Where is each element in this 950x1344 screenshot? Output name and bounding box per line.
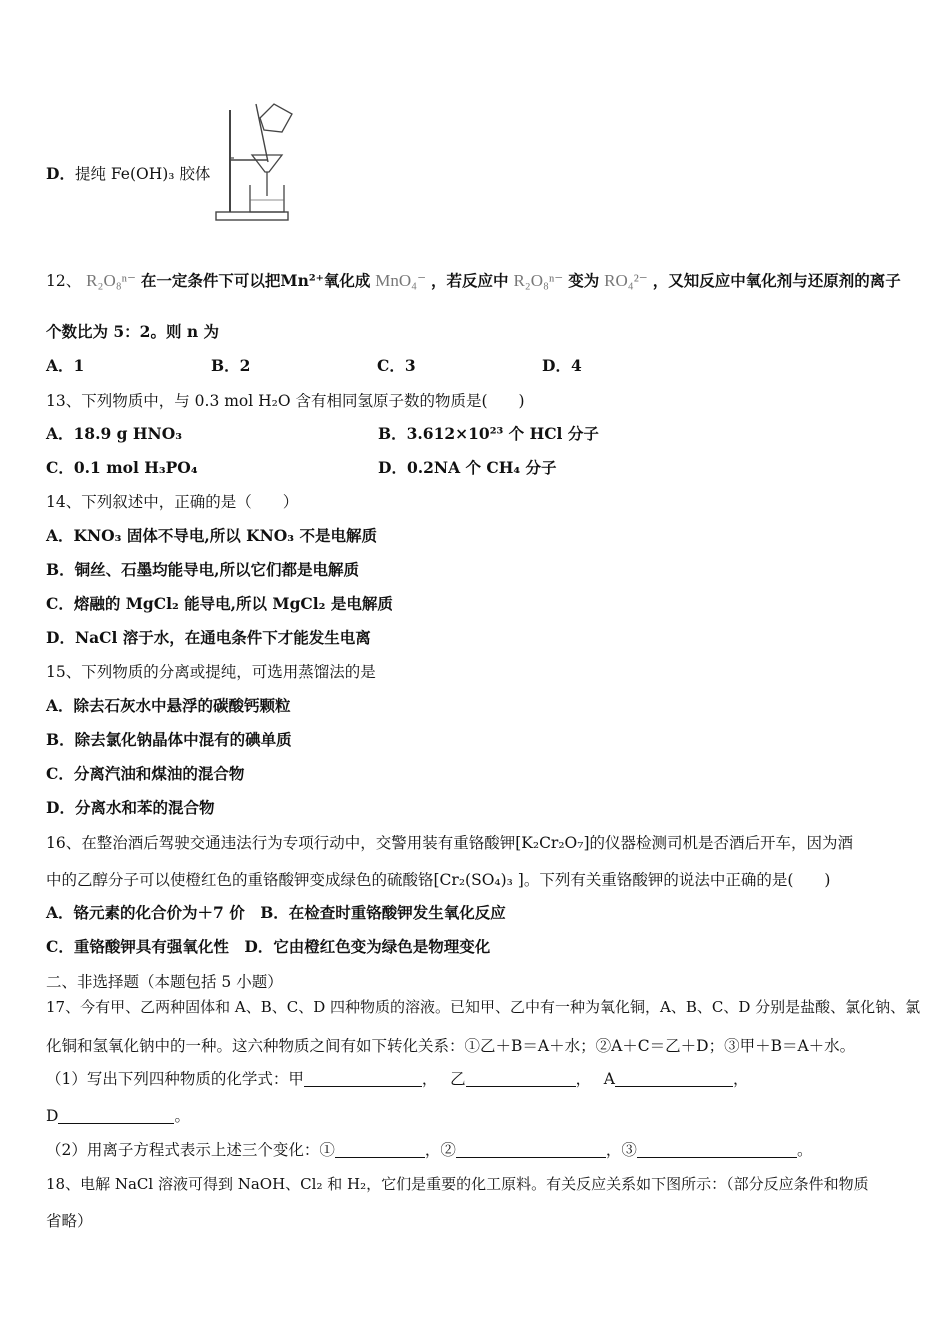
answer-blank-eq2[interactable]	[456, 1141, 606, 1158]
answer-blank-yi[interactable]	[466, 1070, 576, 1087]
q12-formula-mno4: MnO₄⁻	[375, 271, 427, 290]
filtration-apparatus-icon	[212, 100, 294, 225]
q16-options-cd: C．重铬酸钾具有强氧化性 D．它由橙红色变为绿色是物理变化	[46, 937, 491, 956]
q15-stem: 15、下列物质的分离或提纯，可选用蒸馏法的是	[46, 663, 376, 681]
q13-option-d: D．0.2NA 个 CH₄ 分子	[378, 458, 557, 477]
q16-options-ab: A．铬元素的化合价为＋7 价 B．在检查时重铬酸钾发生氧化反应	[46, 903, 506, 922]
q18-stem-line1: 18、电解 NaCl 溶液可得到 NaOH、Cl₂ 和 H₂，它们是重要的化工原料。有关反应关系如下图所示：（部分反应条件和物质	[46, 1175, 869, 1193]
q12-option-b: B．2	[211, 356, 251, 375]
section-heading: 二、非选择题（本题包括 5 小题）	[46, 973, 283, 991]
q13-option-c: C．0.1 mol H₃PO₄	[46, 458, 198, 477]
q14-option-a: A．KNO₃ 固体不导电,所以 KNO₃ 不是电解质	[46, 526, 377, 545]
q14-option-c: C．熔融的 MgCl₂ 能导电,所以 MgCl₂ 是电解质	[46, 594, 393, 613]
q12-formula-ro4: RO₄²⁻	[604, 271, 648, 290]
q12-stem-line1: 12、 R₂O₈ⁿ⁻ 在一定条件下可以把Mn²⁺氧化成 MnO₄⁻ ，若反应中 R₂O₈ⁿ⁻ 变为 RO₄²⁻ ，又知反应中氧化剂与还原剂的离子	[46, 271, 901, 290]
q15-option-c: C．分离汽油和煤油的混合物	[46, 764, 245, 783]
answer-blank-jia[interactable]	[304, 1070, 422, 1087]
q15-option-d: D．分离水和苯的混合物	[46, 798, 215, 817]
answer-blank-d[interactable]	[58, 1107, 174, 1124]
q12-option-a: A．1	[46, 356, 85, 375]
q11-option-d: D．提纯 Fe(OH)₃ 胶体	[46, 164, 211, 183]
q13-option-b: B．3.612×10²³ 个 HCl 分子	[378, 424, 599, 443]
q14-option-d: D．NaCl 溶于水，在通电条件下才能发生电离	[46, 628, 371, 647]
q12-formula-r2o8-b: R₂O₈ⁿ⁻	[513, 271, 564, 290]
answer-blank-a[interactable]	[615, 1070, 733, 1087]
q18-stem-line2: 省略）	[46, 1212, 93, 1230]
q15-option-b: B．除去氯化钠晶体中混有的碘单质	[46, 730, 292, 749]
q17-stem-line1: 17、今有甲、乙两种固体和 A、B、C、D 四种物质的溶液。已知甲、乙中有一种为氧化铜，A、B、C、D 分别是盐酸、氯化钠、氯	[46, 998, 921, 1016]
q12-stem-line2: 个数比为 5：2。则 n 为	[46, 322, 220, 341]
q17-part1: （1）写出下列四种物质的化学式：甲 ， 乙 ， A ，	[46, 1070, 749, 1088]
q13-stem: 13、下列物质中，与 0.3 mol H₂O 含有相同氢原子数的物质是( )	[46, 392, 525, 410]
q17-part2: （2）用离子方程式表示上述三个变化：① ，② ，③ 。	[46, 1141, 813, 1159]
q16-stem-line2: 中的乙醇分子可以使橙红色的重铬酸钾变成绿色的硫酸铬[Cr₂(SO₄)₃ ]。下列有关重铬酸钾的说法中正确的是( )	[46, 871, 831, 889]
q15-option-a: A．除去石灰水中悬浮的碳酸钙颗粒	[46, 696, 291, 715]
answer-blank-eq3[interactable]	[637, 1141, 797, 1158]
q12-formula-r2o8: R₂O₈ⁿ⁻	[86, 271, 136, 290]
answer-blank-eq1[interactable]	[335, 1141, 425, 1158]
q14-stem: 14、下列叙述中，正确的是（ ）	[46, 493, 299, 511]
q13-option-a: A．18.9 g HNO₃	[46, 424, 183, 443]
q12-option-d: D．4	[542, 356, 582, 375]
q17-part1-d: D 。	[46, 1107, 190, 1125]
q17-stem-line2: 化铜和氢氧化钠中的一种。这六种物质之间有如下转化关系：①乙＋B＝A＋水；②A＋C＝乙＋D；③甲＋B＝A＋水。	[46, 1037, 856, 1055]
q12-option-c: C．3	[377, 356, 416, 375]
q16-stem-line1: 16、在整治酒后驾驶交通违法行为专项行动中，交警用装有重铬酸钾[K₂Cr₂O₇]的仪器检测司机是否酒后开车，因为酒	[46, 834, 854, 852]
q14-option-b: B．铜丝、石墨均能导电,所以它们都是电解质	[46, 560, 359, 579]
